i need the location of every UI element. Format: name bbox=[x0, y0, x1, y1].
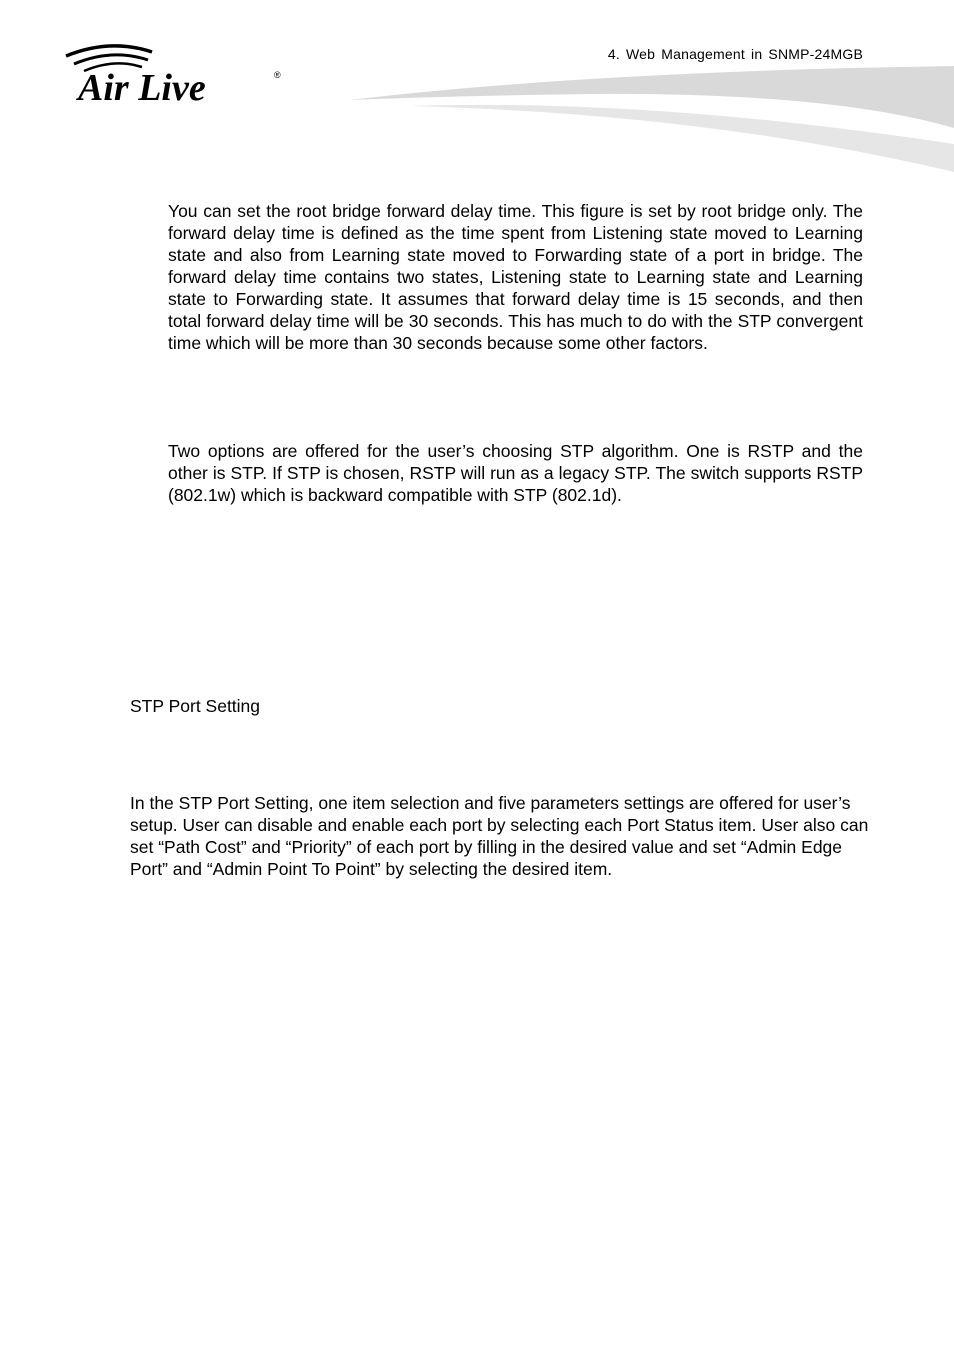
logo-text: Air Live bbox=[78, 67, 206, 109]
section-heading: STP Port Setting bbox=[130, 696, 261, 716]
header-swoosh bbox=[350, 62, 954, 182]
swoosh-graphic bbox=[350, 62, 954, 182]
forward-delay-paragraph: You can set the root bridge forward delay time. This figure is set by root bridge only. The forward delay time is defined as the time spent from Listening state moved to Learning state and also from Learning state moved to Forwarding state of a port in bridge. The forward delay time contains two states, Listening state to Learning state and Learning state to Forwarding state. It assumes that forward delay time is 15 seconds, and then total forward delay time will be 30 seconds. This has much to do with the STP convergent time which will be more than 30 seconds because some other factors. bbox=[168, 201, 863, 353]
algorithm-paragraph: Two options are offered for the user’s choosing STP algorithm. One is RSTP and the other is STP. If STP is chosen, RSTP will run as a legacy STP. The switch supports RSTP (802.1w) which is backward compatible with STP (802.1d). bbox=[168, 441, 863, 505]
registered-mark: ® bbox=[274, 70, 281, 80]
port-setting-paragraph: In the STP Port Setting, one item selection and five parameters settings are offered for user’s setup. User can disable and enable each port by selecting each Port Status item. User also can set “Path Cost” and “Priority” of each port by filling in the desired value and set “Admin Edge Port” and “Admin Point To Point” by selecting the desired item. bbox=[130, 793, 869, 879]
chapter-header: 4. Web Management in SNMP-24MGB bbox=[607, 46, 863, 62]
airlive-logo-graphic bbox=[60, 40, 290, 110]
airlive-logo bbox=[60, 40, 290, 110]
